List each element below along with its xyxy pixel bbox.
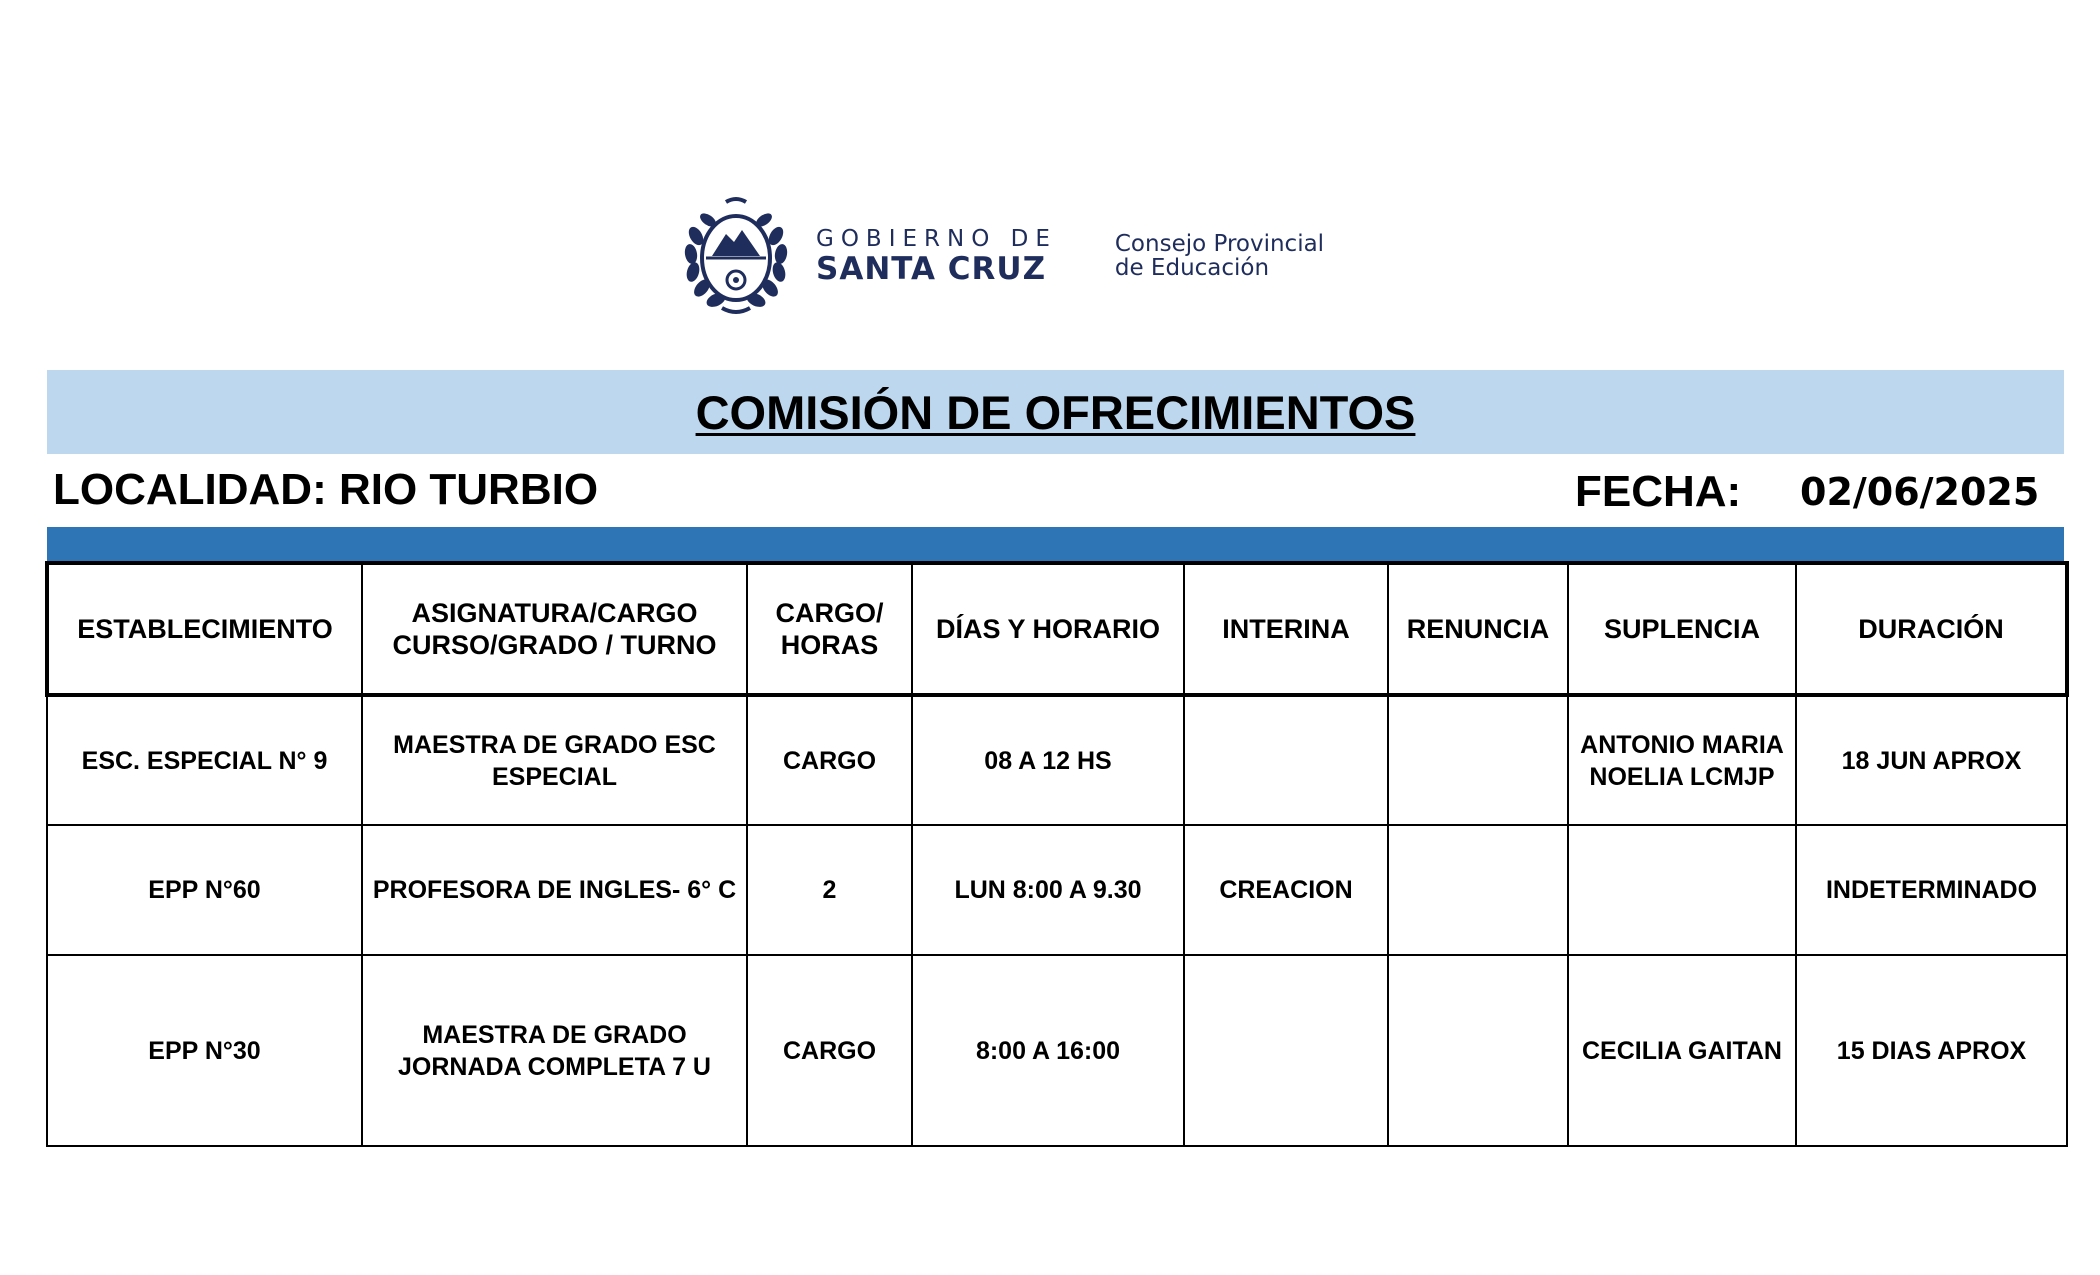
document-title: COMISIÓN DE OFRECIMIENTOS bbox=[695, 385, 1416, 439]
cell-asignatura: MAESTRA DE GRADO JORNADA COMPLETA 7 U bbox=[362, 955, 747, 1146]
column-header-dias-horario: DÍAS Y HORARIO bbox=[912, 563, 1184, 695]
cell-dias-horario: 8:00 A 16:00 bbox=[912, 955, 1184, 1146]
cell-renuncia bbox=[1388, 695, 1568, 825]
cell-dias-horario: 08 A 12 HS bbox=[912, 695, 1184, 825]
consejo-wordmark bbox=[1115, 232, 1324, 280]
consejo-line-2: de Educación bbox=[1114, 255, 1270, 281]
cell-suplencia: ANTONIO MARIA NOELIA LCMJP bbox=[1568, 695, 1796, 825]
provincial-seal-icon bbox=[682, 196, 790, 316]
cell-suplencia bbox=[1568, 825, 1796, 955]
header-logos bbox=[682, 196, 1324, 316]
table-header-row bbox=[47, 563, 2067, 695]
column-header-duracion: DURACIÓN bbox=[1796, 563, 2067, 695]
title-band bbox=[47, 370, 2064, 454]
column-header-cargo-horas: CARGO/ HORAS bbox=[747, 563, 912, 695]
cell-establecimiento: EPP N°30 bbox=[47, 955, 362, 1146]
gobierno-bottom-text: SANTA CRUZ bbox=[816, 251, 1047, 287]
cell-cargo-horas: 2 bbox=[747, 825, 912, 955]
column-header-establecimiento: ESTABLECIMIENTO bbox=[47, 563, 362, 695]
gobierno-top-text: GOBIERNO DE bbox=[816, 226, 1057, 252]
cell-renuncia bbox=[1388, 825, 1568, 955]
localidad-text: LOCALIDAD: RIO TURBIO bbox=[53, 465, 599, 514]
fecha-value: 02/06/2025 bbox=[1800, 470, 2040, 514]
cell-duracion: INDETERMINADO bbox=[1796, 825, 2067, 955]
column-header-renuncia: RENUNCIA bbox=[1388, 563, 1568, 695]
column-header-interina: INTERINA bbox=[1184, 563, 1388, 695]
cell-asignatura: MAESTRA DE GRADO ESC ESPECIAL bbox=[362, 695, 747, 825]
cell-interina bbox=[1184, 955, 1388, 1146]
column-header-asignatura: ASIGNATURA/CARGO CURSO/GRADO / TURNO bbox=[362, 563, 747, 695]
cell-cargo-horas: CARGO bbox=[747, 695, 912, 825]
consejo-line-1: Consejo Provincial bbox=[1114, 231, 1325, 257]
cell-interina bbox=[1184, 695, 1388, 825]
column-header-suplencia: SUPLENCIA bbox=[1568, 563, 1796, 695]
cell-establecimiento: ESC. ESPECIAL N° 9 bbox=[47, 695, 362, 825]
table-row bbox=[47, 955, 2067, 1146]
cell-renuncia bbox=[1388, 955, 1568, 1146]
cell-duracion: 15 DIAS APROX bbox=[1796, 955, 2067, 1146]
cell-asignatura: PROFESORA DE INGLES- 6° C bbox=[362, 825, 747, 955]
fecha-label: FECHA: bbox=[1575, 467, 1742, 516]
header-divider-bar bbox=[47, 527, 2064, 561]
table-row bbox=[47, 825, 2067, 955]
cell-cargo-horas: CARGO bbox=[747, 955, 912, 1146]
cell-establecimiento: EPP N°60 bbox=[47, 825, 362, 955]
cell-duracion: 18 JUN APROX bbox=[1796, 695, 2067, 825]
offers-table bbox=[45, 561, 2069, 1147]
table-row bbox=[47, 695, 2067, 825]
cell-dias-horario: LUN 8:00 A 9.30 bbox=[912, 825, 1184, 955]
gobierno-wordmark bbox=[816, 226, 1057, 286]
cell-suplencia: CECILIA GAITAN bbox=[1568, 955, 1796, 1146]
cell-interina: CREACION bbox=[1184, 825, 1388, 955]
